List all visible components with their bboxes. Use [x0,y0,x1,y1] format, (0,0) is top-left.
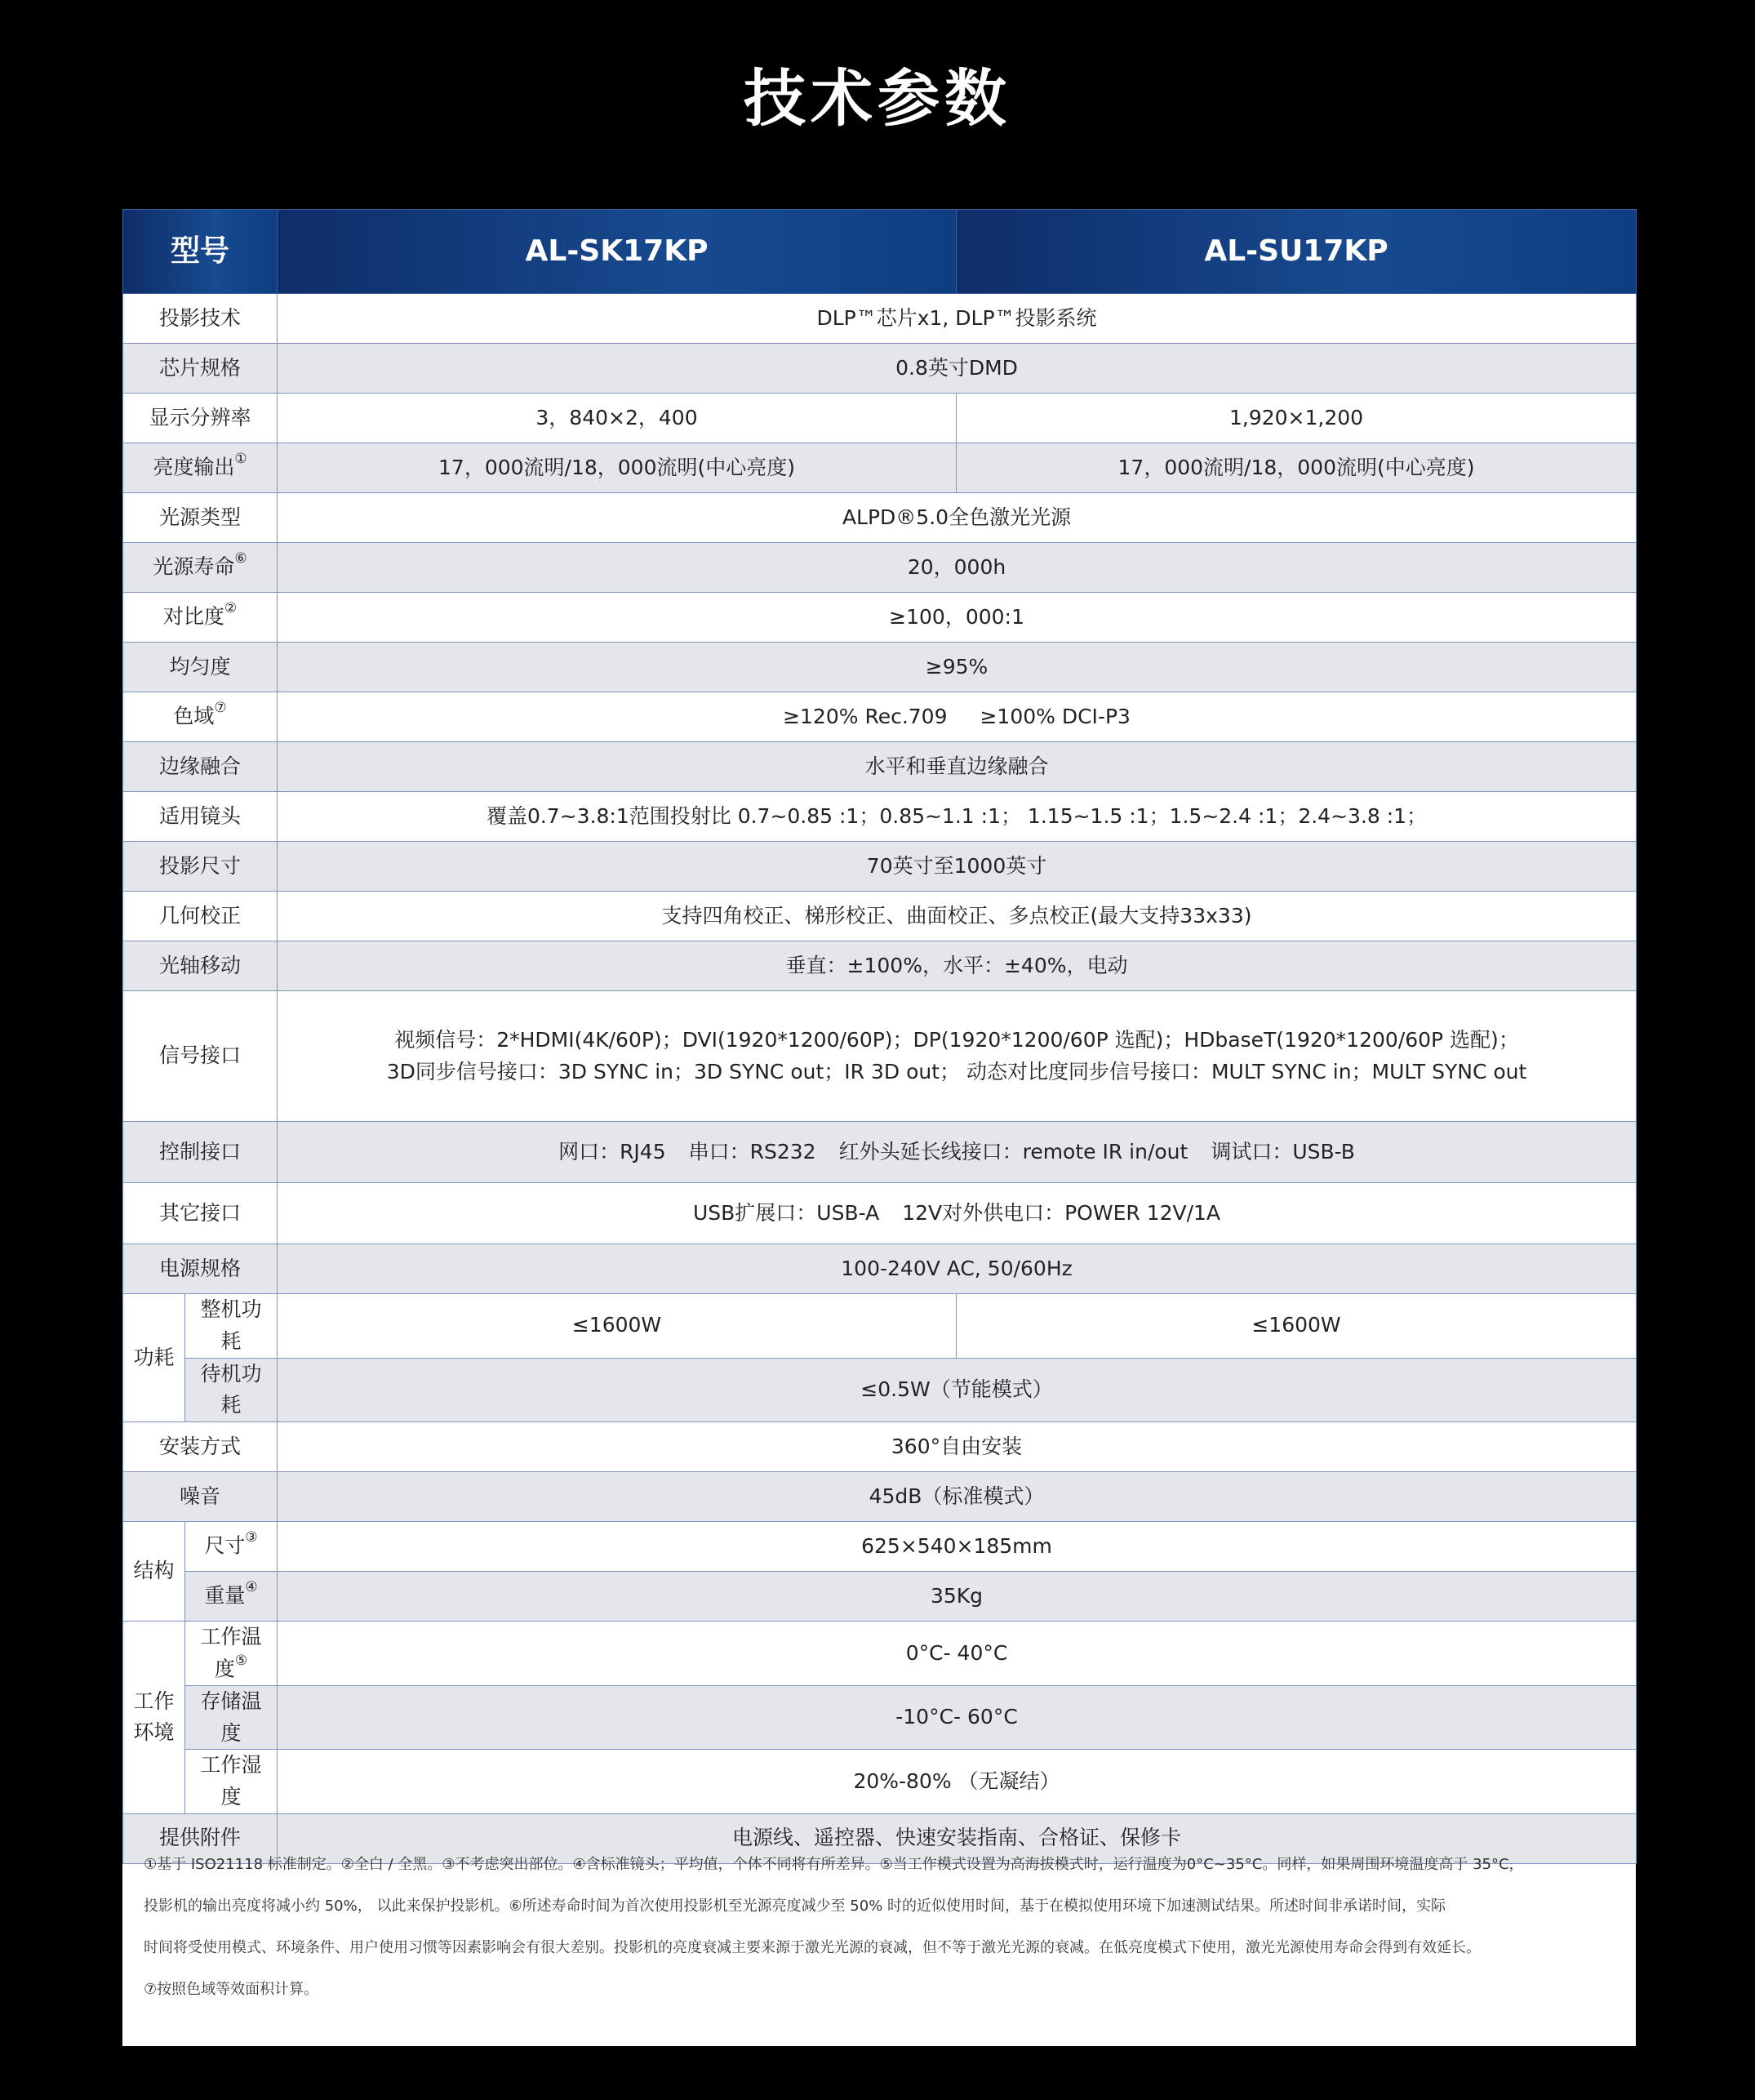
bottom-bar [122,2046,1636,2100]
row-value: 70英寸至1000英寸 [278,842,1637,892]
row-label: 光轴移动 [123,941,278,991]
row-label [185,1622,278,1686]
row-label: 光源类型 [123,493,278,543]
table-header [123,210,1637,294]
group-label-line2: 环境 [133,1720,175,1745]
row-value [278,1122,1637,1183]
row-control [123,1122,1637,1183]
row-power-spec [123,1244,1637,1294]
control-debug: 调试口：USB-B [1211,1139,1355,1163]
row-label: 噪音 [123,1472,278,1522]
row-label [185,1572,278,1622]
row-label: 几何校正 [123,892,278,941]
group-label-line1: 工作 [133,1688,175,1713]
row-value: 20，000h [278,543,1637,593]
row-label [123,543,278,593]
row-projection-tech [123,294,1637,344]
row-label [123,692,278,742]
row-label [123,593,278,643]
row-value: 0°C- 40°C [278,1622,1637,1686]
row-label [185,1522,278,1572]
row-label: 工作湿度 [185,1750,278,1814]
row-uniformity [123,643,1637,692]
row-label: 待机功耗 [185,1358,278,1422]
gamut-dcip3: ≥100% DCI-P3 [980,704,1131,728]
row-weight [123,1572,1637,1622]
label-text: 亮度输出 [153,455,235,479]
row-value: 电源线、遥控器、快速安装指南、合格证、保修卡 [278,1813,1637,1863]
row-power-full [123,1294,1637,1359]
row-value [278,692,1637,742]
row-label: 信号接口 [123,991,278,1122]
footnote-mark: ② [224,600,238,617]
row-label [123,443,278,493]
row-label: 提供附件 [123,1813,278,1863]
footnote-line: ⑦按照色域等效面积计算。 [144,1981,319,1998]
row-value: 垂直：±100%，水平：±40%，电动 [278,941,1637,991]
row-label: 边缘融合 [123,742,278,792]
footnote-line: 时间将受使用模式、环境条件、用户使用习惯等因素影响会有很大差别。投影机的亮度衰减主要来源于激光光源的衰减，但不等于激光光源的衰减。在低亮度模式下使用，激光光源使用寿命会得到有效延长。 [144,1939,1481,1956]
row-other [123,1183,1637,1244]
control-lan: 网口：RJ45 [558,1139,666,1163]
other-12v: 12V对外供电口：POWER 12V/1A [902,1200,1221,1225]
row-humidity [123,1750,1637,1814]
row-label: 投影尺寸 [123,842,278,892]
row-lens [123,792,1637,842]
signal-line-1: 视频信号：2*HDMI(4K/60P)；DVI(1920*1200/60P)；DP(1920*1200/60P 选配)；HDbaseT(1920*1200/60P 选配)； [394,1027,1519,1052]
row-lifetime [123,543,1637,593]
row-install [123,1422,1637,1472]
row-light-source [123,493,1637,543]
signal-line-2: 3D同步信号接口：3D SYNC in；3D SYNC out；IR 3D out； 动态对比度同步信号接口：MULT SYNC in；MULT SYNC out [386,1059,1527,1083]
row-label: 安装方式 [123,1422,278,1472]
control-serial: 串口：RS232 [688,1139,816,1163]
footnote-line: ①基于 ISO21118 标准制定。②全白 / 全黑。③不考虑突出部位。④含标准镜头；平均值，个体不同将有所差异。⑤当工作模式设置为高海拔模式时，运行温度为0°C~35°C。同样，如果周围环境温度高于 35°C， [144,1856,1524,1873]
label-text: 重量 [204,1583,246,1608]
spec-sheet [122,209,1636,2046]
row-label: 芯片规格 [123,344,278,394]
row-value: 360°自由安装 [278,1422,1637,1472]
row-value: ≥95% [278,643,1637,692]
row-value [278,991,1637,1122]
row-value: 45dB（标准模式） [278,1472,1637,1522]
header-model-a: AL-SK17KP [278,210,957,294]
label-text: 工作温度 [200,1625,262,1681]
row-lens-shift [123,941,1637,991]
footnote-mark: ① [234,451,247,468]
footnote-line: 投影机的输出亮度将减小约 50%， 以此来保护投影机。⑥所述寿命时间为首次使用投影机至光源亮度减少至 50% 时的近似使用时间，基于在模拟使用环境下加速测试结果。所述时间非承诺时间，实际 [144,1898,1446,1915]
row-value-a: ≤1600W [278,1294,957,1359]
row-value: 覆盖0.7~3.8:1范围投射比 0.7~0.85 :1；0.85~1.1 :1； 1.15~1.5 :1；1.5~2.4 :1；2.4~3.8 :1； [278,792,1637,842]
row-value: ≤0.5W（节能模式） [278,1358,1637,1422]
row-value: ≥100，000:1 [278,593,1637,643]
row-op-temp [123,1622,1637,1686]
row-value: -10°C- 60°C [278,1685,1637,1750]
group-label-structure: 结构 [123,1522,185,1622]
row-value-a: 17，000流明/18，000流明(中心亮度) [278,443,957,493]
label-text: 尺寸 [204,1533,246,1558]
row-label: 控制接口 [123,1122,278,1183]
row-contrast [123,593,1637,643]
row-resolution [123,394,1637,443]
footnotes [144,1844,1613,2010]
row-size [123,842,1637,892]
header-model-label: 型号 [123,210,278,294]
row-power-standby [123,1358,1637,1422]
row-label: 存储温度 [185,1685,278,1750]
row-label: 投影技术 [123,294,278,344]
row-label: 电源规格 [123,1244,278,1294]
footnote-mark: ④ [245,1579,258,1596]
footnote-mark: ⑥ [234,550,247,567]
row-value: 35Kg [278,1572,1637,1622]
label-text: 光源寿命 [153,554,235,579]
row-dimensions [123,1522,1637,1572]
row-value-b: 1,920×1,200 [957,394,1637,443]
row-brightness [123,443,1637,493]
label-text: 色域 [173,704,215,728]
row-value: DLP™芯片x1, DLP™投影系统 [278,294,1637,344]
row-value-b: ≤1600W [957,1294,1637,1359]
label-text: 对比度 [162,604,224,629]
row-label: 其它接口 [123,1183,278,1244]
row-value: ALPD®5.0全色激光光源 [278,493,1637,543]
row-noise [123,1472,1637,1522]
page-title: 技术参数 [744,62,1011,135]
row-value: 20%-80% （无凝结） [278,1750,1637,1814]
row-label: 显示分辨率 [123,394,278,443]
row-geometry [123,892,1637,941]
row-signal [123,991,1637,1122]
row-label: 整机功耗 [185,1294,278,1359]
group-label-env [123,1622,185,1814]
gamut-rec709: ≥120% Rec.709 [783,704,948,728]
row-value-a: 3，840×2，400 [278,394,957,443]
row-storage-temp [123,1685,1637,1750]
other-usb: USB扩展口：USB-A [692,1200,880,1225]
row-value: 625×540×185mm [278,1522,1637,1572]
group-label-power: 功耗 [123,1294,185,1422]
row-label: 均匀度 [123,643,278,692]
header-model-b: AL-SU17KP [957,210,1637,294]
footnote-mark: ⑤ [234,1652,248,1669]
row-value: 0.8英寸DMD [278,344,1637,394]
row-edge-blend [123,742,1637,792]
spec-table [122,209,1637,1864]
footnote-mark: ③ [245,1529,258,1546]
row-value-b: 17，000流明/18，000流明(中心亮度) [957,443,1637,493]
row-value: 水平和垂直边缘融合 [278,742,1637,792]
row-label: 适用镜头 [123,792,278,842]
footnote-mark: ⑦ [214,700,227,717]
row-gamut [123,692,1637,742]
row-value [278,1183,1637,1244]
row-value: 支持四角校正、梯形校正、曲面校正、多点校正(最大支持33x33) [278,892,1637,941]
control-ir: 红外头延长线接口：remote IR in/out [838,1139,1189,1163]
row-chip [123,344,1637,394]
row-value: 100-240V AC, 50/60Hz [278,1244,1637,1294]
